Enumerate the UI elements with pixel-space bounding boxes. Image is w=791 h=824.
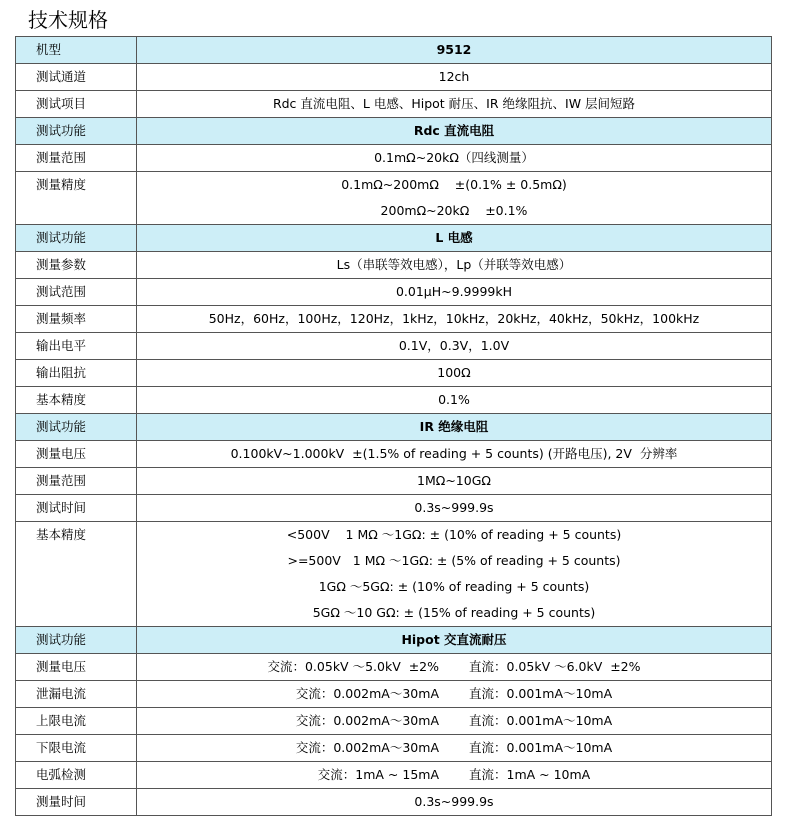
table-row	[16, 468, 772, 495]
table-row	[16, 145, 772, 172]
spec-value-line: 0.1mΩ~200mΩ ±(0.1% ± 0.5mΩ)	[341, 177, 567, 192]
spec-value	[137, 708, 772, 735]
spec-value-line: Ls（串联等效电感），Lp（并联等效电感）	[336, 257, 572, 272]
spec-value-line	[137, 681, 771, 707]
section-row	[16, 118, 772, 145]
spec-key	[16, 468, 137, 495]
spec-value-part: 交流：0.002mA～30mA	[295, 713, 439, 728]
spec-key-label: 测试范围	[36, 284, 87, 299]
table-row	[16, 495, 772, 522]
spec-value	[137, 627, 772, 654]
table-row	[16, 172, 772, 225]
spec-key-label: 机型	[36, 42, 62, 57]
spec-key-label: 测试功能	[36, 123, 87, 138]
spec-value-line: >=500V 1 MΩ ～1GΩ: ± (5% of reading + 5 counts)	[287, 553, 621, 568]
spec-key-label: 测试项目	[36, 96, 87, 111]
spec-key-label: 测量频率	[36, 311, 87, 326]
spec-key	[16, 172, 137, 225]
spec-value	[137, 387, 772, 414]
spec-value-line: 0.1V，0.3V，1.0V	[398, 338, 510, 353]
spec-value-line: 0.1%	[438, 392, 470, 407]
spec-key	[16, 91, 137, 118]
section-row	[16, 627, 772, 654]
spec-key	[16, 762, 137, 789]
spec-value	[137, 495, 772, 522]
spec-value	[137, 654, 772, 681]
spec-value-part: 直流：0.001mA～10mA	[469, 686, 613, 701]
spec-key-label: 测量电压	[36, 659, 87, 674]
spec-key-label: 测试功能	[36, 632, 87, 647]
spec-value	[137, 64, 772, 91]
spec-table	[15, 36, 772, 816]
spec-key	[16, 495, 137, 522]
spec-value	[137, 441, 772, 468]
spec-value-line: Rdc 直流电阻、L 电感、Hipot 耐压、IR 绝缘阻抗、IW 层间短路	[272, 96, 636, 111]
table-row	[16, 91, 772, 118]
spec-value-line: 5GΩ ～10 GΩ: ± (15% of reading + 5 counts)	[312, 605, 596, 620]
spec-key	[16, 145, 137, 172]
section-row	[16, 225, 772, 252]
spec-value	[137, 468, 772, 495]
spec-value	[137, 252, 772, 279]
section-row	[16, 37, 772, 64]
spec-value	[137, 118, 772, 145]
spec-key	[16, 708, 137, 735]
table-row	[16, 360, 772, 387]
spec-key	[16, 735, 137, 762]
spec-value-part: 交流：0.002mA～30mA	[295, 686, 439, 701]
spec-value	[137, 681, 772, 708]
table-row	[16, 279, 772, 306]
spec-value	[137, 360, 772, 387]
spec-value-line	[137, 762, 771, 788]
spec-key	[16, 252, 137, 279]
spec-value-line: 12ch	[438, 69, 470, 84]
table-row	[16, 64, 772, 91]
spec-key-label: 测量范围	[36, 473, 87, 488]
spec-key	[16, 522, 137, 627]
spec-value-part: 交流：1mA ~ 15mA	[317, 767, 439, 782]
spec-value-line: Rdc 直流电阻	[413, 123, 495, 138]
table-row	[16, 654, 772, 681]
spec-value-part: 直流：0.05kV ～6.0kV ±2%	[469, 659, 641, 674]
spec-key	[16, 279, 137, 306]
spec-value-line	[137, 735, 771, 761]
spec-key-label: 测试功能	[36, 419, 87, 434]
spec-value-line: 0.3s~999.9s	[414, 500, 494, 515]
spec-key-label: 基本精度	[36, 527, 87, 542]
spec-value	[137, 735, 772, 762]
table-row	[16, 306, 772, 333]
spec-value-line: 0.1mΩ~20kΩ（四线测量）	[374, 150, 534, 165]
spec-value-line: 50Hz，60Hz，100Hz，120Hz，1kHz，10kHz，20kHz，40kHz，50kHz，100kHz	[208, 311, 700, 326]
spec-value-line: L 电感	[435, 230, 473, 245]
section-row	[16, 414, 772, 441]
spec-value	[137, 414, 772, 441]
table-row	[16, 735, 772, 762]
spec-key	[16, 681, 137, 708]
spec-value	[137, 789, 772, 816]
spec-key-label: 输出阻抗	[36, 365, 87, 380]
spec-key-label: 测量电压	[36, 446, 87, 461]
spec-value-line	[137, 654, 771, 680]
spec-key	[16, 64, 137, 91]
table-row	[16, 333, 772, 360]
spec-key-label: 测试时间	[36, 500, 87, 515]
spec-key-label: 输出电平	[36, 338, 87, 353]
table-row	[16, 522, 772, 627]
spec-key	[16, 306, 137, 333]
spec-value-part: 交流：0.002mA～30mA	[295, 740, 439, 755]
spec-value	[137, 279, 772, 306]
spec-value	[137, 522, 772, 627]
table-row	[16, 387, 772, 414]
spec-key-label: 泄漏电流	[36, 686, 87, 701]
table-row	[16, 708, 772, 735]
table-row	[16, 789, 772, 816]
spec-key-label: 测量参数	[36, 257, 87, 272]
spec-key	[16, 118, 137, 145]
spec-key	[16, 414, 137, 441]
spec-value	[137, 172, 772, 225]
spec-key-label: 测试功能	[36, 230, 87, 245]
spec-value	[137, 225, 772, 252]
spec-value-part: 交流：0.05kV ～5.0kV ±2%	[267, 659, 439, 674]
spec-key-label: 下限电流	[36, 740, 87, 755]
spec-key	[16, 225, 137, 252]
spec-value-part: 直流：1mA ~ 10mA	[469, 767, 591, 782]
spec-value	[137, 37, 772, 64]
spec-key	[16, 333, 137, 360]
spec-value-line: 0.01μH~9.9999kH	[395, 284, 513, 299]
spec-key	[16, 654, 137, 681]
spec-value-line: <500V 1 MΩ ～1GΩ: ± (10% of reading + 5 counts)	[286, 527, 622, 542]
spec-key	[16, 441, 137, 468]
spec-value-part: 直流：0.001mA～10mA	[469, 740, 613, 755]
spec-value-line: 100Ω	[437, 365, 471, 380]
spec-key-label: 测试通道	[36, 69, 87, 84]
spec-value-line: 0.100kV~1.000kV ±(1.5% of reading + 5 counts) (开路电压), 2V 分辨率	[230, 446, 678, 461]
spec-key	[16, 789, 137, 816]
spec-key-label: 测量时间	[36, 794, 87, 809]
spec-value-line: 200mΩ~20kΩ ±0.1%	[380, 203, 528, 218]
spec-value-line: 1GΩ ～5GΩ: ± (10% of reading + 5 counts)	[318, 579, 590, 594]
table-row	[16, 252, 772, 279]
spec-value	[137, 306, 772, 333]
spec-key	[16, 360, 137, 387]
spec-key	[16, 627, 137, 654]
spec-key	[16, 37, 137, 64]
page-title: 技术规格	[28, 8, 108, 32]
spec-value-line: 0.3s~999.9s	[414, 794, 494, 809]
spec-value-line: 9512	[436, 42, 472, 57]
spec-value	[137, 91, 772, 118]
spec-key-label: 测量精度	[36, 177, 87, 192]
table-row	[16, 441, 772, 468]
spec-key-label: 基本精度	[36, 392, 87, 407]
table-row	[16, 681, 772, 708]
spec-value	[137, 333, 772, 360]
spec-key-label: 上限电流	[36, 713, 87, 728]
spec-value-line	[137, 708, 771, 734]
spec-value	[137, 762, 772, 789]
spec-value-line: Hipot 交直流耐压	[401, 632, 507, 647]
spec-key-label: 测量范围	[36, 150, 87, 165]
spec-key	[16, 387, 137, 414]
table-row	[16, 762, 772, 789]
spec-key-label: 电弧检测	[36, 767, 87, 782]
spec-value-part: 直流：0.001mA～10mA	[469, 713, 613, 728]
spec-value-line: 1MΩ~10GΩ	[417, 473, 491, 488]
spec-value	[137, 145, 772, 172]
spec-value-line: IR 绝缘电阻	[419, 419, 489, 434]
